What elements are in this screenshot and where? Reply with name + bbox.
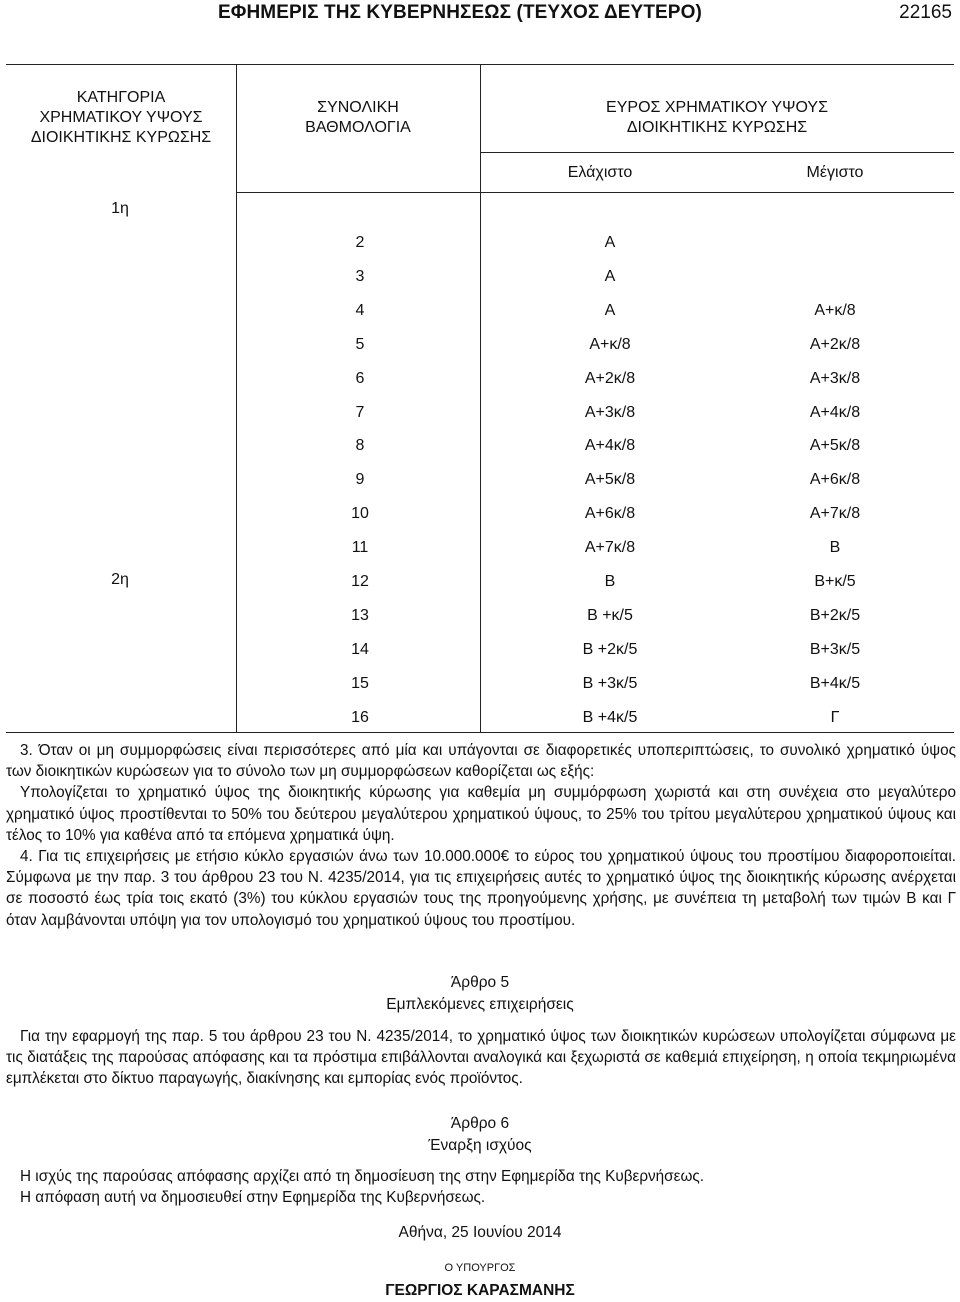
table-divider: [480, 152, 954, 153]
row-score: 7: [355, 404, 365, 421]
page-number: 22165: [899, 2, 952, 23]
row-max: Α+6κ/8: [809, 471, 861, 488]
paragraph-4: 4. Για τις επιχειρήσεις με ετήσιο κύκλο εργασιών άνω των 10.000.000€ το εύρος του χρηματικού ύψους του προστίμου διαφοροποιείται. Σύμφωνα με την παρ. 3 του άρθρου 23 του Ν. 4235/2014, για τις επιχειρήσεις αυτές το χρηματικό ύψος της διοικητικής κύρωσης ανέρχεται σε ποσοστό έως τρία τοις εκατό (3%) του κύκλου εργασιών τους της προηγούμενης χρήσης, με συνέπεια τη μεταβολή των τιμών Β και Γ όταν λαμβάνονται υπόψη για τον υπολογισμό του χρηματικού ύψους του προστίμου.: [6, 848, 956, 929]
row-min: Α+κ/8: [589, 336, 631, 353]
row-max: Α+4κ/8: [809, 404, 861, 421]
row-score: 15: [351, 675, 369, 692]
row-min: Α+4κ/8: [584, 437, 636, 454]
row-max: Β+4κ/5: [809, 675, 861, 692]
paragraph-3b: Υπολογίζεται το χρηματικό ύψος της διοικητικής κύρωσης για καθεμία μη συμμόρφωση χωριστά και στη συνέχεια στο μεγαλύτερο χρηματικό ύψος προστίθενται το 50% του δεύτερου μεγαλύτερου χρηματικού ύψους, το 25% του τρίτου μεγαλύτερου χρηματικού ύψους και τέλος το 10% για καθένα από τα επόμενα χρηματικά ύψη.: [6, 784, 956, 844]
signatory-role: Ο ΥΠΟΥΡΓΟΣ: [444, 1262, 516, 1274]
row-min: Β: [604, 573, 616, 590]
max-header: Μέγιστο: [806, 164, 864, 181]
row-min: Α: [604, 268, 616, 285]
row-score: 10: [351, 505, 369, 522]
row-score: 11: [351, 539, 369, 556]
article-6-subtitle: Έναρξη ισχύος: [428, 1137, 532, 1154]
row-score: 9: [355, 471, 365, 488]
row-min: Β +4κ/5: [582, 709, 638, 726]
min-header: Ελάχιστο: [567, 164, 633, 181]
signatory-name: ΓΕΩΡΓΙΟΣ ΚΑΡΑΣΜΑΝΗΣ: [385, 1282, 575, 1299]
row-max: Β+2κ/5: [809, 607, 861, 624]
row-max: Α+κ/8: [814, 302, 856, 319]
row-min: Α+2κ/8: [584, 370, 636, 387]
row-min: Β +κ/5: [587, 607, 633, 624]
row-max: Γ: [830, 709, 840, 726]
row-min: Β +2κ/5: [582, 641, 638, 658]
article-5-title: Άρθρο 5: [450, 974, 510, 991]
row-min: Α: [604, 302, 616, 319]
row-min: Α+5κ/8: [584, 471, 636, 488]
article-5-subtitle: Εμπλεκόμενες επιχειρήσεις: [386, 996, 574, 1013]
row-score: 14: [351, 641, 369, 658]
category-label: 2η: [111, 571, 129, 588]
place-date: Αθήνα, 25 Ιουνίου 2014: [398, 1224, 562, 1241]
row-min: Α+7κ/8: [584, 539, 636, 556]
table-divider: [236, 192, 954, 193]
row-max: Β: [829, 539, 841, 556]
row-min: Β +3κ/5: [582, 675, 638, 692]
row-score: 6: [355, 370, 365, 387]
score-header: ΣΥΝΟΛΙΚΗ ΒΑΘΜΟΛΟΓΙΑ: [305, 99, 411, 136]
row-min: Α+3κ/8: [584, 404, 636, 421]
category-header: ΚΑΤΗΓΟΡΙΑ ΧΡΗΜΑΤΙΚΟΥ ΥΨΟΥΣ ΔΙΟΙΚΗΤΙΚΗΣ ΚΥΡΩΣΗΣ: [30, 89, 212, 146]
row-min: Α: [604, 234, 616, 251]
row-score: 16: [351, 709, 369, 726]
row-score: 8: [355, 437, 365, 454]
row-score: 13: [351, 607, 369, 624]
row-score: 4: [355, 302, 365, 319]
row-min: Α+6κ/8: [584, 505, 636, 522]
range-header: ΕΥΡΟΣ ΧΡΗΜΑΤΙΚΟΥ ΥΨΟΥΣ ΔΙΟΙΚΗΤΙΚΗΣ ΚΥΡΩΣΗΣ: [606, 99, 828, 136]
row-max: Α+3κ/8: [809, 370, 861, 387]
row-max: Β+κ/5: [814, 573, 856, 590]
page-header: [0, 2, 960, 28]
row-score: 12: [351, 573, 369, 590]
article-6-text: Η ισχύς της παρούσας απόφασης αρχίζει από τη δημοσίευση της στην Εφημερίδα της Κυβερνήσεως. Η απόφαση αυτή να δημοσιευθεί στην Εφημερίδα της Κυβερνήσεως.: [20, 1168, 705, 1207]
row-max: Α+2κ/8: [809, 336, 861, 353]
row-score: 2: [355, 234, 365, 251]
table-bottom-rule: [6, 732, 954, 733]
row-max: Α+5κ/8: [809, 437, 861, 454]
article-5-text: Για την εφαρμογή της παρ. 5 του άρθρου 23 του Ν. 4235/2014, το χρηματικό ύψος των διοικητικών κυρώσεων υπολογίζεται σύμφωνα με τις διατάξεις της παρούσας απόφασης και τα πρόστιμα επιβάλλονται αναλογικά και ξεχωριστά σε καθεμιά επιχείρηση, η οποία τεκμηριωμένα εμπλέκεται στο δίκτυο παραγωγής, διακίνησης και εμπορίας ενός προϊόντος.: [6, 1028, 956, 1088]
paragraph-3: [6, 740, 956, 931]
category-label: 1η: [111, 200, 129, 217]
gazette-title: ΕΦΗΜΕΡΙΣ ΤΗΣ ΚΥΒΕΡΝΗΣΕΩΣ (ΤΕΥΧΟΣ ΔΕΥΤΕΡΟ): [218, 2, 702, 23]
row-max: Β+3κ/5: [809, 641, 861, 658]
row-score: 3: [355, 268, 365, 285]
row-score: 5: [355, 336, 365, 353]
article-6-title: Άρθρο 6: [450, 1115, 510, 1132]
paragraph-3a: 3. Όταν οι μη συμμορφώσεις είναι περισσότερες από μία και υπάγονται σε διαφορετικές υποπεριπτώσεις, το συνολικό χρηματικό ύψος των διοικητικών κυρώσεων για το σύνολο των μη συμμορφώσεων καθορίζεται ως εξής:: [6, 742, 956, 781]
table-divider: [480, 64, 481, 732]
row-max: Α+7κ/8: [809, 505, 861, 522]
table-divider: [236, 64, 237, 732]
